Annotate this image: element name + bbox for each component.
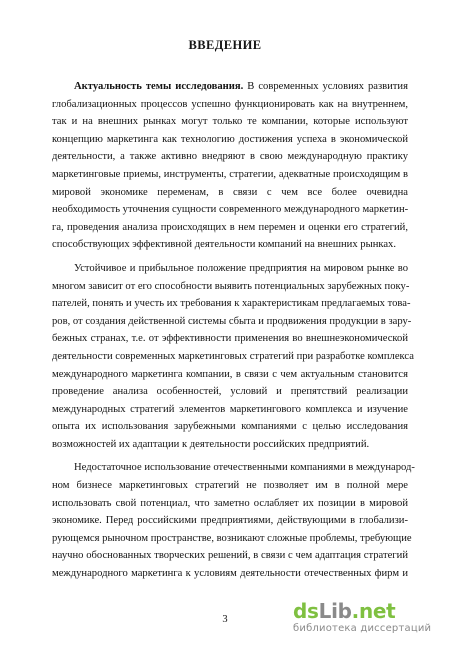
paragraph2-line: опыта их использования зарубежными компаниями с целью исследования <box>52 421 408 433</box>
paragraph3-line: научно обоснованных творческих решений, в связи с чем адаптация стратегий <box>52 550 408 562</box>
body-text <box>52 78 415 583</box>
paragraph3-line: экономике. Перед российскими предприятиями, действующими в глобализи- <box>52 515 408 527</box>
paragraph2-line: деятельности современных маркетинговых стратегий при разработке комплекса <box>52 350 414 362</box>
paragraph1-line: концепцию маркетинга как технологию достижения успеха в экономической <box>52 133 408 145</box>
logo-part-lib: Lib <box>318 599 352 623</box>
paragraph2-line: Устойчивое и прибыльное положение предприятия на мировом рынке во <box>74 262 408 274</box>
dslib-logo <box>293 598 443 622</box>
paragraph1-line: га, проведения анализа происходящих в нем перемен и оценки его стратегий, <box>52 221 408 233</box>
watermark-subtitle: библиотека диссертаций <box>293 623 432 634</box>
paragraph1-line <box>52 78 408 96</box>
paragraph1-line: глобализационных процессов успешно функционировать как на внутреннем, <box>52 98 408 110</box>
paragraph1-line: мировой экономике переменам, в связи с чем все более очевидна <box>52 186 408 198</box>
paragraph2-line: многом зависит от его способности выявить потенциальных зарубежных поку- <box>52 280 410 292</box>
page-number: 3 <box>222 614 228 625</box>
paragraph1-line: необходимость уточнения сущности современного международного маркетин- <box>52 204 409 216</box>
paragraph3-line: использовать свой потенциал, что заметно ослабляет их позиции в мировой <box>52 497 408 509</box>
paragraph1-line-text: В современных условиях развития <box>243 81 408 92</box>
lead-heading: Актуальность темы исследования. <box>74 81 244 92</box>
paragraph3-line: ном бизнесе маркетинговых стратегий не позволяет им в полной мере <box>52 480 408 492</box>
logo-part-ds: ds <box>293 599 319 623</box>
paragraph2-line: международного маркетинга компании, в связи с чем актуальным становится <box>52 368 408 380</box>
paragraph2-line: международных стратегий элементов маркетингового комплекса и изучение <box>52 403 408 415</box>
paragraph3-line: международного маркетинга к условиям деятельности отечественных фирм и <box>52 568 408 580</box>
paragraph1-line: деятельности, а также активно внедряют в свою международную практику <box>52 151 408 163</box>
paragraph1-line: так и на внешних рынках могут только те компании, которые используют <box>52 116 408 128</box>
logo-part-net: .net <box>351 599 396 623</box>
paragraph2-line: возможностей их адаптации к деятельности российских предприятий. <box>52 438 370 450</box>
paragraph1-line: маркетинговые приемы, инструменты, стратегии, адекватные происходящим в <box>52 168 408 180</box>
paragraph2-line: проведение анализа особенностей, условий и препятствий реализации <box>52 386 408 398</box>
page-title: ВВЕДЕНИЕ <box>188 38 262 52</box>
dslib-watermark <box>293 598 443 638</box>
paragraph3-line: Недостаточное использование отечественными компаниями в международ- <box>74 462 415 474</box>
paragraph1-line: способствующих эффективной деятельности компаний на внешних рынках. <box>52 239 397 251</box>
paragraph2-line: бежных странах, т.е. от эффективности применения во внешнеэкономической <box>52 333 408 345</box>
paragraph3-line: рующемся рыночном пространстве, возникают сложные проблемы, требующие <box>52 532 412 544</box>
paragraph2-line: пателей, понять и учесть их требования к характеристикам предлагаемых това- <box>52 298 411 310</box>
paragraph2-line: ров, от создания действенной системы сбыта и продвижения продукции в зару- <box>52 315 412 327</box>
